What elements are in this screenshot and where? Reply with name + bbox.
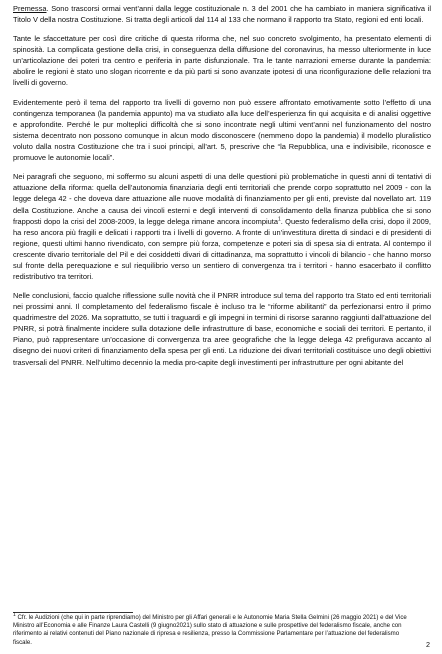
paragraph-sfaccettature: Tante le sfaccettature per così dire critiche di questa riforma che, nel suo concreto svolgimento, ha presentato elementi di spinosità. La complicata gestione della crisi, in conseguenza della diffusione del coronavirus, ha messo ulteriormente in luce un’articolazione dei poteri tra centro e periferia in parte disfunzionale. Tra le tante narrazioni emerse durante la pandemia: abolire le regioni è stato uno slogan ricorrente e da più parti si sono avanzate ipotesi di una riconfigurazione delle relazioni tra livelli di governo. (13, 34, 431, 88)
paragraph-text: . Questo federalismo della crisi, dopo il 2009, ha reso ancora più fragili e delicati i rapporti tra i livelli di governo. A fronte di un’investitura diretta di sindaci e di presidenti di regione, questi ultimi hanno rivendicato, con sempre più forza, competenze e poteri sia di spesa sia di entrata. Al contempo il crescente divario territoriale del Pil e dei cosiddetti divari di cittadinanza, ma soprattutto i vincoli di bilancio - che hanno morso sul fronte della perequazione e sul riequilibrio verso un sentiero di convergenza tra i territori - hanno esacerbato il conflitto redistributivo tra territori. (13, 216, 431, 281)
paragraph-premessa (13, 3, 431, 25)
paragraph-text: Nei paragrafi che seguono, mi soffermo su alcuni aspetti di una delle questioni più problematiche in questi anni di tentativi di attuazione della riforma: quella dell’autonomia finanziaria degli enti territoriali che prende corpo soprattutto nel 2009 - con la legge delega 42 - che doveva dare attuazione alle nuove modalità di finanziamento per gli enti, previste dal novellato art. 119 della Costituzione. Anche a causa dei vincoli esterni e degli interventi di consolidamento della finanza pubblica che si sono frapposti dopo la crisi del 2008-2009, la legge delega rimane ancora incompiuta (13, 172, 431, 226)
footnote-reference: 1 (277, 216, 281, 223)
paragraph-text: . Sono trascorsi ormai vent’anni dalla legge costituzionale n. 3 del 2001 che ha cambiato in maniera significativa il Titolo V della nostra Costituzione. Si tratta degli articoli dal 114 al 133 che normano il rapporto tra Stato, regioni ed enti locali. (13, 4, 431, 25)
section-lead-premessa: Premessa (13, 4, 47, 13)
footnote-separator (13, 612, 133, 613)
paragraph-conclusioni: Nelle conclusioni, faccio qualche riflessione sulle novità che il PNRR introduce sul tema del rapporto tra Stato ed enti territoriali nei prossimi anni. Il completamento del federalismo fiscale è incluso tra le “riforme abilitanti” da perfezionarsi entro il primo quadrimestre del 2026. Ma soprattutto, se tutti i traguardi e gli impegni in termini di risorse saranno raggiunti dall’attuazione del PNRR, si potrà finalmente incidere sulla dotazione delle infrastrutture di base, economiche e sociali dei territori. E pertanto, il Piano, può rappresentare un’occasione di convergenza tra aree geografiche che la legge delega 42 prefigurava accanto al disegno dei nuovi criteri di finanziamento della spesa per gli enti. La riduzione dei divari territoriali costituisce uno degli obiettivi trasversali del PNRR. Nell’ultimo decennio la media pro-capite degli investimenti per infrastrutture per ogni abitante del (13, 291, 431, 367)
footnote (13, 611, 413, 647)
page-number: 2 (426, 640, 430, 649)
footnote-marker: 1 (13, 611, 16, 618)
paragraph-autonomia-finanziaria (13, 171, 431, 281)
body-text (13, 3, 431, 376)
footnote-text: Cfr. le Audizioni (che qui in parte riprendiamo) del Ministro per gli Affari generali e le Autonomie Maria Stella Gelmini (26 maggio 2021) e del Vice Ministro all’Economia e alle Finanze Laura Castelli (9 giugno2021) sullo stato di attuazione e sulle prospettive del federalismo fiscale, anche con riferimento ai relativi contenuti del Piano nazionale di ripresa e resilienza, presso la Commissione Parlamentare per l’attuazione del federalismo fiscale. (13, 614, 407, 646)
paragraph-rapporto-livelli: Evidentemente però il tema del rapporto tra livelli di governo non può essere affrontato emotivamente sotto l’effetto di una contingenza temporanea (la pandemia appunto) ma va studiato alla luce dell’esperienza fin qui acquisita e di analisi oggettive e approfondite. Perché le pur molteplici difficoltà che si sono incontrate negli ultimi vent’anni nel funzionamento del nostro sistema decentrato non possono comunque in alcun modo disconoscere (nemmeno dopo la pandemia) il modello pluralistico voluto dalla nostra Costituzione che tra i suoi principi, all’art. 5, prescrive che “la Repubblica, una e indivisibile, riconosce e promuove le autonomie locali”. (13, 97, 431, 162)
